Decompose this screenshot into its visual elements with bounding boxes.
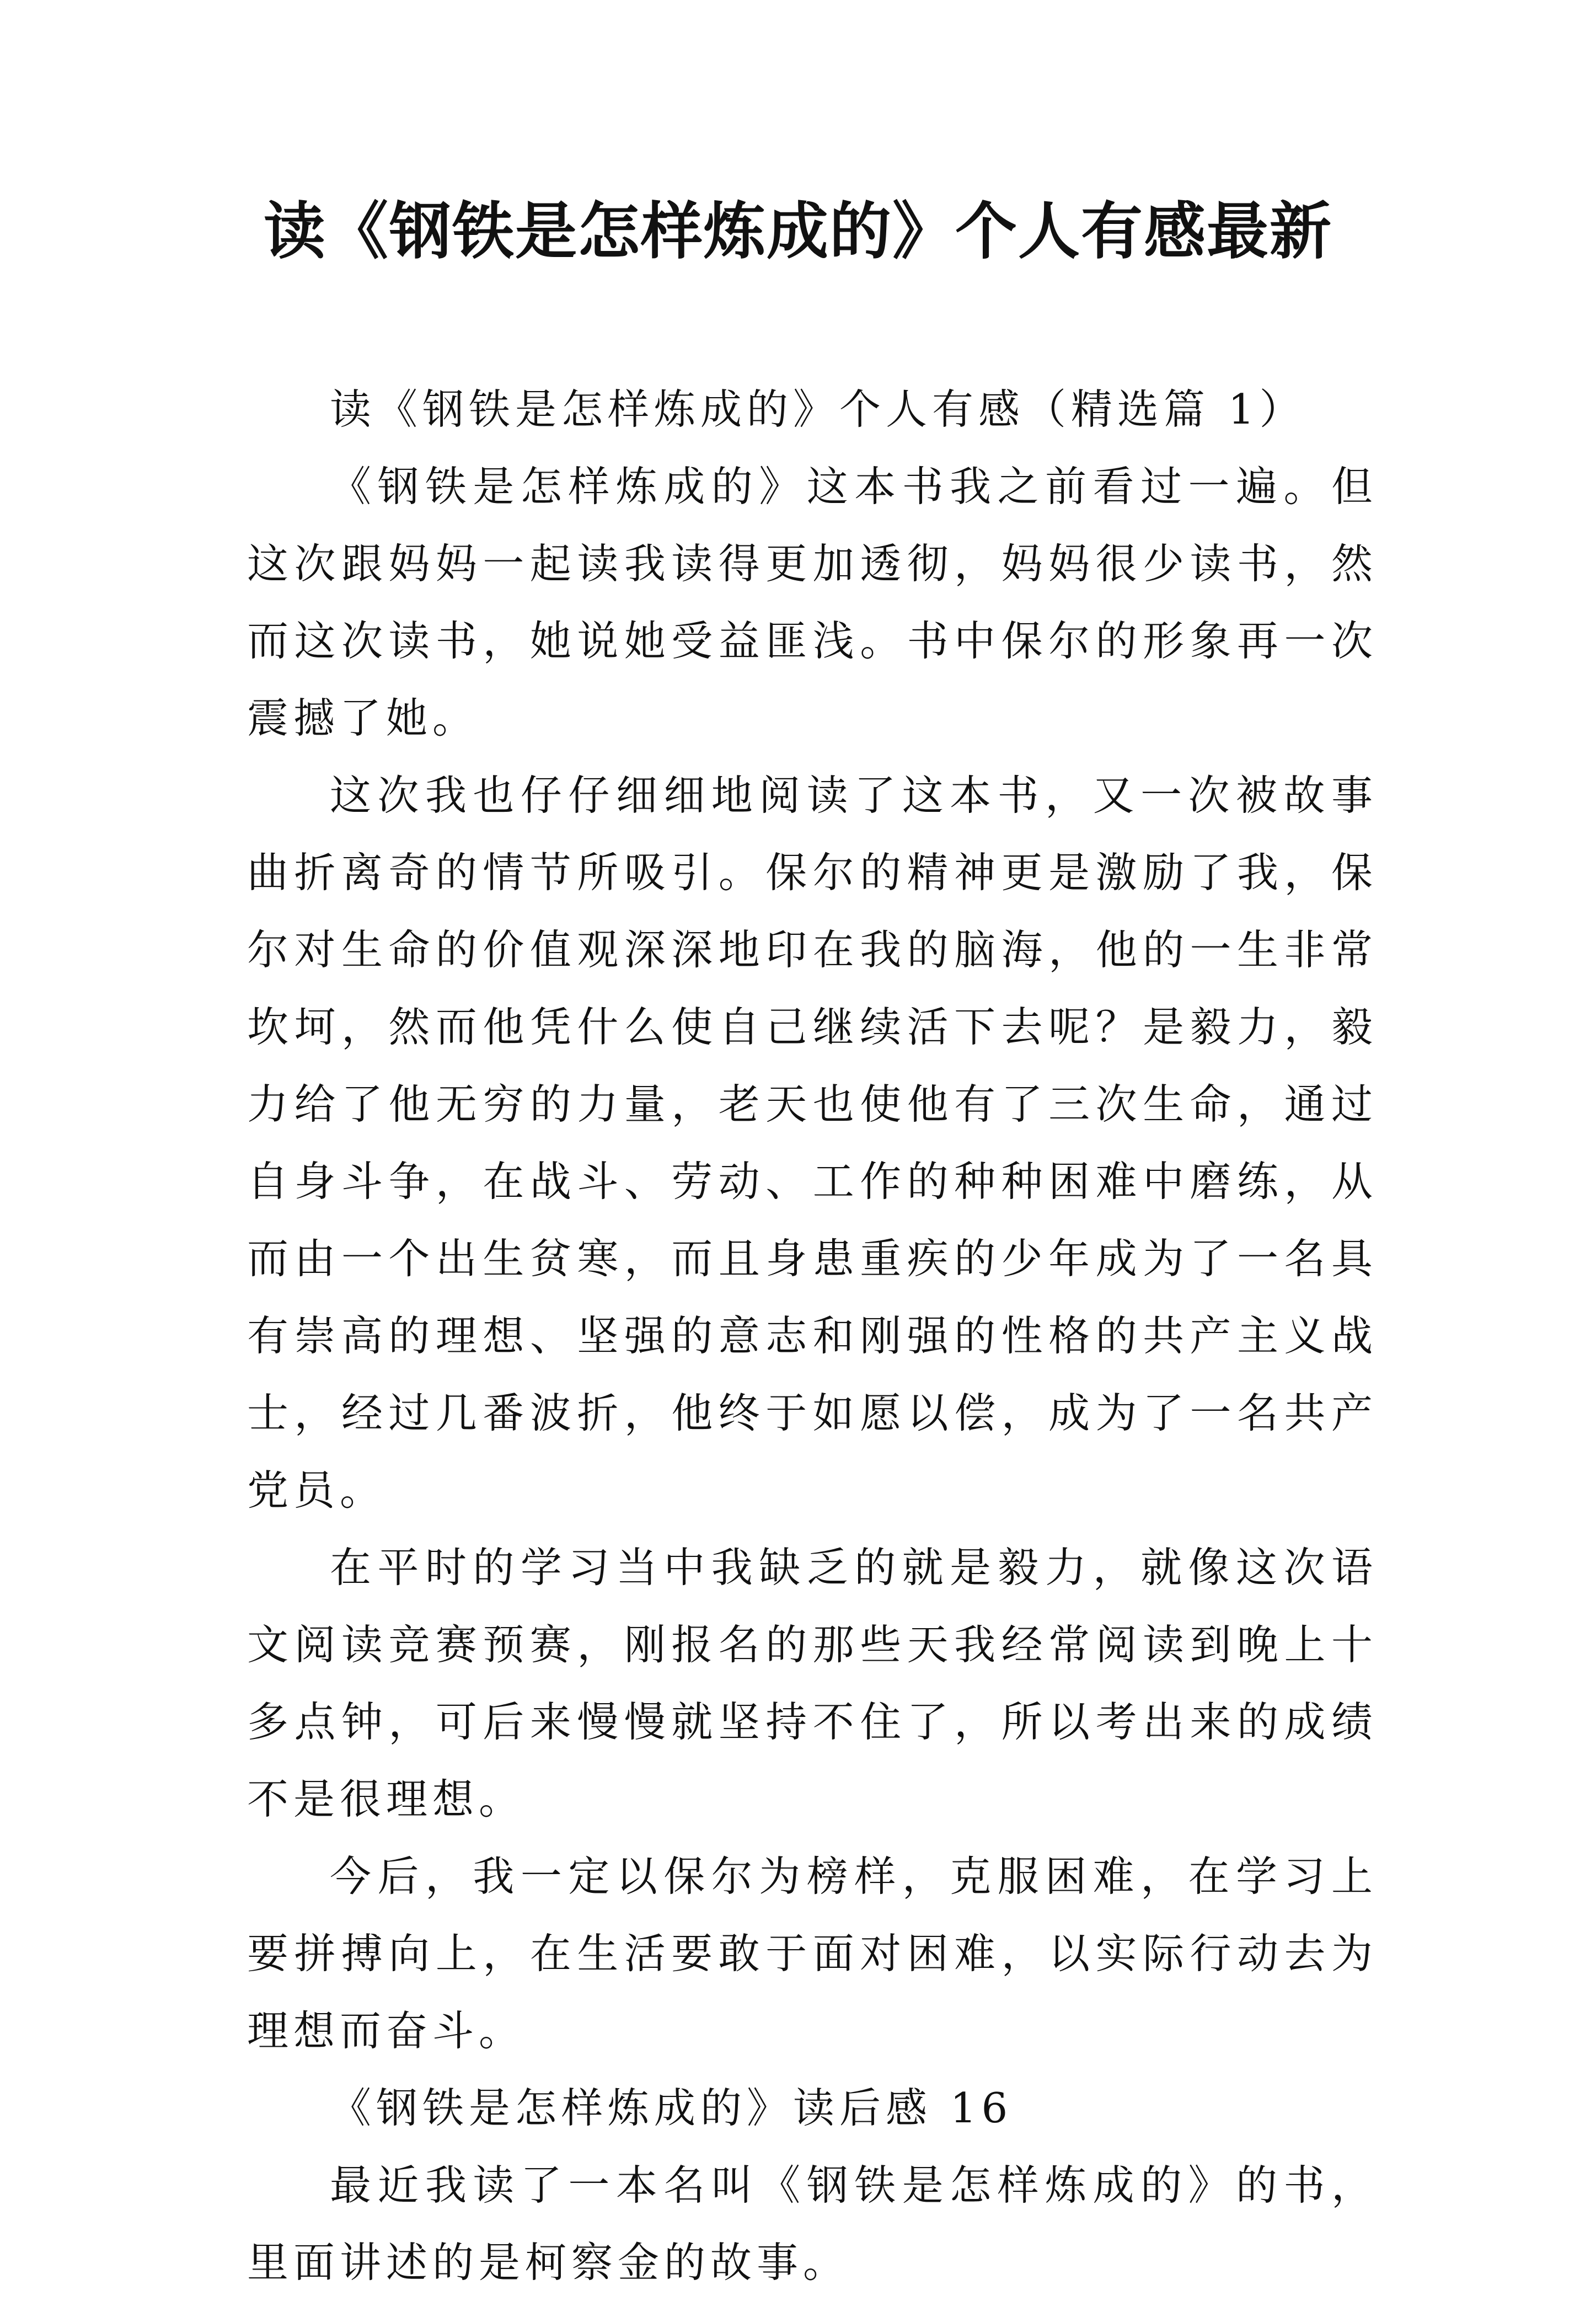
paragraph-section-heading-2: 《钢铁是怎样炼成的》读后感 16 [330, 2084, 1013, 2132]
paragraph-section-heading-1: 读《钢铁是怎样炼成的》个人有感（精选篇 1） [330, 385, 1306, 434]
paragraph: 在平时的学习当中我缺乏的就是毅力，就像这次语文阅读竞赛预赛，刚报名的那些天我经常阅读到晚上十多点钟，可后来慢慢就坚持不住了，所以考出来的成绩不是很理想。 [247, 1543, 1378, 1823]
document-body [247, 371, 1378, 2301]
paragraph: 今后，我一定以保尔为榜样，克服困难，在学习上要拼搏向上，在生活要敢于面对困难，以实际行动去为理想而奋斗。 [247, 1852, 1378, 2055]
document-title: 读《钢铁是怎样炼成的》个人有感最新 [264, 195, 1332, 267]
paragraph: 最近我读了一本名叫《钢铁是怎样炼成的》的书，里面讲述的是柯察金的故事。 [247, 2161, 1378, 2287]
paragraph: 《钢铁是怎样炼成的》这本书我之前看过一遍。但这次跟妈妈一起读我读得更加透彻，妈妈很少读书，然而这次读书，她说她受益匪浅。书中保尔的形象再一次震撼了她。 [247, 462, 1378, 742]
paragraph: 这次我也仔仔细细地阅读了这本书，又一次被故事曲折离奇的情节所吸引。保尔的精神更是激励了我，保尔对生命的价值观深深地印在我的脑海，他的一生非常坎坷，然而他凭什么使自己继续活下去呢？是毅力，毅力给了他无穷的力量，老天也使他有了三次生命，通过自身斗争，在战斗、劳动、工作的种种困难中磨练，从而由一个出生贫寒，而且身患重疾的少年成为了一名具有崇高的理想、坚强的意志和刚强的性格的共产主义战士，经过几番波折，他终于如愿以偿，成为了一名共产党员。 [247, 771, 1378, 1515]
